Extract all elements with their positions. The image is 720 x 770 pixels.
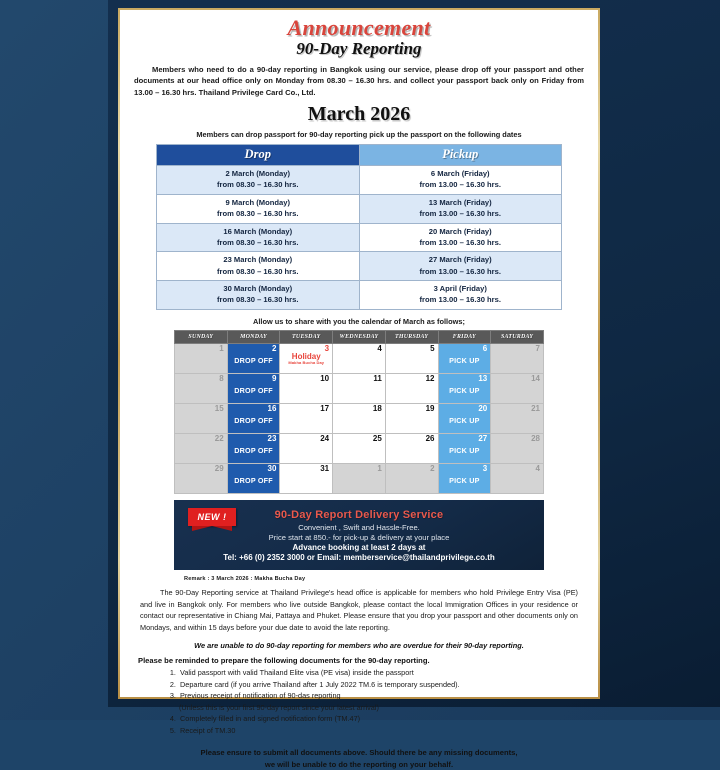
calendar-day-cell-off: [491, 343, 544, 373]
pickup-date: 13 March (Friday): [428, 197, 492, 207]
pick-up-tag: PICK UP: [449, 415, 480, 425]
calendar-day-cell-drop: [227, 403, 280, 433]
calendar-day-cell-off: [175, 463, 228, 493]
schedule-table-body: [157, 165, 562, 309]
pick-up-tag: PICK UP: [449, 475, 480, 485]
pickup-time: from 13.00 – 16.30 hrs.: [419, 237, 501, 247]
calendar-day-cell-wk: [385, 373, 438, 403]
document-item: [178, 690, 586, 713]
calendar-week-row: [175, 433, 544, 463]
calendar-note-month: March: [402, 316, 425, 326]
calendar-weekday-header: TUESDAY: [280, 330, 333, 343]
calendar-day-cell-drop: [227, 433, 280, 463]
calendar-day-number: 29: [214, 463, 224, 473]
pick-up-tag: PICK UP: [449, 445, 480, 455]
schedule-pickup-cell: [359, 223, 562, 252]
promo-line-1: Convenient , Swift and Hassle-Free.: [298, 522, 420, 532]
calendar-day-number: 26: [425, 433, 435, 443]
document-item: [178, 713, 586, 725]
calendar-day-number: 9: [271, 373, 277, 383]
calendar-day-cell-off: [491, 463, 544, 493]
calendar-day-number: 24: [320, 433, 330, 443]
schedule-header-pickup: Pickup: [359, 144, 562, 165]
closing-note: [132, 747, 586, 770]
calendar-day-number: 30: [267, 463, 277, 473]
calendar-day-cell-off: [491, 373, 544, 403]
drop-date: 23 March (Monday): [223, 255, 293, 265]
calendar-week-row: [175, 343, 544, 373]
new-badge-label: NEW !: [188, 508, 236, 526]
intro-paragraph: [134, 64, 584, 98]
calendar-day-number: 27: [478, 433, 488, 443]
calendar-day-number: 7: [535, 343, 540, 353]
schedule-row: [157, 281, 562, 310]
schedule-drop-cell: [157, 165, 360, 194]
calendar-day-cell-wk: [280, 403, 333, 433]
drop-off-tag: DROP OFF: [234, 475, 273, 485]
holiday-sublabel: Makha Bucha Day: [288, 360, 325, 366]
calendar-header-row: [175, 330, 544, 343]
pickup-time: from 13.00 – 16.30 hrs.: [419, 209, 501, 219]
drop-date: 16 March (Monday): [223, 226, 293, 236]
calendar-day-cell-wk: [280, 463, 333, 493]
calendar-day-number: 19: [425, 403, 435, 413]
calendar-day-number: 2: [271, 343, 277, 353]
remark-line: Remark : 3 March 2026 : Makha Bucha Day: [184, 575, 306, 582]
calendar-day-cell-drop: [227, 463, 280, 493]
calendar-day-number: 1: [219, 343, 224, 353]
schedule-header-row: [157, 144, 562, 165]
calendar-day-cell-holiday: [280, 343, 333, 373]
calendar-day-number: 28: [531, 433, 540, 443]
calendar-day-cell-wk: [333, 373, 386, 403]
calendar-day-cell-wk: [333, 343, 386, 373]
calendar-day-cell-pick: [438, 403, 491, 433]
footer-paragraph: [140, 587, 578, 634]
drop-date: 30 March (Monday): [223, 284, 293, 294]
calendar-day-number: 14: [531, 373, 540, 383]
promo-title: 90-Day Report Delivery Service: [274, 508, 444, 521]
calendar-day-number: 16: [267, 403, 277, 413]
schedule-pickup-cell: [359, 165, 562, 194]
calendar-day-cell-pick: [438, 463, 491, 493]
calendar-wrap: [174, 330, 544, 494]
calendar-body: [175, 343, 544, 493]
calendar-day-number: 6: [482, 343, 488, 353]
schedule-row: [157, 194, 562, 223]
calendar-day-number: 12: [425, 373, 435, 383]
calendar-day-number: 2: [430, 463, 435, 473]
pick-up-tag: PICK UP: [449, 355, 480, 365]
drop-off-tag: DROP OFF: [234, 355, 273, 365]
calendar-day-cell-wk: [333, 403, 386, 433]
calendar-day-number: 3: [482, 463, 488, 473]
calendar-day-number: 15: [214, 403, 224, 413]
calendar-day-cell-off: [491, 403, 544, 433]
calendar-day-cell-wk: [385, 343, 438, 373]
schedule-caption: Members can drop passport for 90-day reporting pick up the passport on the following dates: [196, 129, 522, 139]
calendar-day-cell-drop: [227, 343, 280, 373]
pickup-time: from 13.00 – 16.30 hrs.: [419, 180, 501, 190]
calendar-day-cell-off: [175, 403, 228, 433]
schedule-drop-cell: [157, 194, 360, 223]
calendar-day-number: 23: [267, 433, 277, 443]
calendar-day-cell-pick: [438, 343, 491, 373]
drop-off-tag: DROP OFF: [234, 385, 273, 395]
drop-date: 9 March (Monday): [225, 197, 291, 207]
drop-time: from 08.30 – 16.30 hrs.: [217, 180, 299, 190]
calendar-day-cell-wk: [280, 373, 333, 403]
promo-contact: Tel: +66 (0) 2352 3000 or Email: memberservice@thailandprivilege.co.th: [223, 552, 495, 562]
month-heading: March 2026: [307, 102, 411, 125]
pickup-time: from 13.00 – 16.30 hrs.: [419, 266, 501, 276]
drop-date: 2 March (Monday): [225, 168, 291, 178]
calendar-note-prefix: Allow us to share with you the calendar of: [253, 316, 403, 326]
schedule-drop-cell: [157, 223, 360, 252]
document-item-text: Receipt of TM.30: [180, 725, 236, 735]
calendar-day-number: 10: [320, 373, 330, 383]
calendar-week-row: [175, 463, 544, 493]
schedule-row: [157, 252, 562, 281]
page-title: Announcement: [287, 15, 431, 40]
calendar-day-number: 1: [377, 463, 382, 473]
calendar-day-number: 21: [531, 403, 540, 413]
calendar-day-number: 17: [320, 403, 330, 413]
page-subtitle: 90-Day Reporting: [296, 39, 422, 59]
calendar-day-number: 25: [372, 433, 382, 443]
calendar-weekday-header: SUNDAY: [175, 330, 228, 343]
closing-line-1: Please ensure to submit all documents above. Should there be any missing documents,: [200, 748, 518, 758]
calendar-day-number: 11: [373, 373, 382, 383]
promo-line-3: Advance booking at least 2 days at: [292, 542, 426, 552]
calendar-day-number: 4: [377, 343, 382, 353]
calendar-weekday-header: SATURDAY: [491, 330, 544, 343]
schedule-header-drop: Drop: [157, 144, 360, 165]
drop-off-tag: DROP OFF: [234, 415, 273, 425]
calendar-day-cell-pick: [438, 433, 491, 463]
document-item-text: Previous receipt of notification of 90-das reporting: [180, 691, 341, 701]
drop-time: from 08.30 – 16.30 hrs.: [217, 209, 299, 219]
calendar-table: [174, 330, 544, 494]
document-item: [178, 667, 586, 679]
document-item-text: Valid passport with valid Thailand Elite visa (PE visa) inside the passport: [180, 668, 414, 678]
pickup-time: from 13.00 – 16.30 hrs.: [419, 295, 501, 305]
calendar-day-number: 3: [324, 343, 330, 353]
calendar-week-row: [175, 373, 544, 403]
footer-paragraph-text: The 90-Day Reporting service at Thailand Privilege's head office is applicable for members who hold Privilege Entry Visa (PE) and live in Bangkok only. For members who live outside Bangkok, please contact the local Immigration Offices in your residence or contact our representative in Chiang Mai, Pattaya and Phuket. Please ensure that you drop your passport and other documents only on Mondays, and within 15 days before your due date to avoid the late reporting.: [140, 587, 578, 633]
schedule-pickup-cell: [359, 252, 562, 281]
document-item-subtext: (Unless this is your first 90-day report since your latest arrival): [179, 702, 379, 712]
calendar-day-number: 8: [219, 373, 224, 383]
calendar-note-suffix: as follows;: [424, 316, 465, 326]
promo-banner[interactable]: [174, 500, 544, 570]
calendar-day-cell-pick: [438, 373, 491, 403]
new-badge-tail: [192, 526, 232, 531]
intro-text: Members who need to do a 90-day reporting in Bangkok using our service, please drop off your passport and other documents at our head office only on Monday from 08.30 – 16.30 hrs. and collect your passport back only on Friday from 13.00 – 16.30 hrs. Thailand Privilege Card Co., Ltd.: [134, 64, 584, 97]
schedule-row: [157, 165, 562, 194]
calendar-day-number: 13: [478, 373, 488, 383]
holiday-label: Holiday Makha Bucha Day: [283, 353, 329, 366]
calendar-week-row: [175, 403, 544, 433]
calendar-day-number: 4: [535, 463, 540, 473]
calendar-day-number: 22: [214, 433, 224, 443]
calendar-weekday-header: MONDAY: [227, 330, 280, 343]
schedule-table: [156, 144, 562, 310]
calendar-day-number: 31: [320, 463, 330, 473]
promo-line-2: Price start at 850.- for pick-up & delivery at your place: [268, 532, 450, 542]
pickup-date: 27 March (Friday): [428, 255, 492, 265]
calendar-day-number: 20: [478, 403, 488, 413]
schedule-pickup-cell: [359, 194, 562, 223]
announcement-page: [120, 10, 598, 769]
pickup-date: 3 April (Friday): [433, 284, 487, 294]
calendar-day-number: 5: [430, 343, 435, 353]
new-badge: [188, 508, 236, 531]
closing-line-2: we will be unable to do the reporting on your behalf.: [264, 759, 454, 769]
calendar-day-cell-wk: [280, 433, 333, 463]
calendar-weekday-header: THURSDAY: [385, 330, 438, 343]
pickup-date: 6 March (Friday): [430, 168, 490, 178]
schedule-drop-cell: [157, 252, 360, 281]
calendar-day-cell-off: [175, 433, 228, 463]
document-item-text: Departure card (if you arrive Thailand after 1 July 2022 TM.6 is temporary suspended).: [180, 679, 460, 689]
calendar-day-cell-off: [333, 463, 386, 493]
calendar-day-cell-off: [175, 373, 228, 403]
calendar-day-cell-wk: [333, 433, 386, 463]
pick-up-tag: PICK UP: [449, 385, 480, 395]
overdue-warning: We are unable to do 90-day reporting for members who are overdue for their 90-day reporting.: [194, 641, 524, 651]
drop-time: from 08.30 – 16.30 hrs.: [217, 237, 299, 247]
calendar-weekday-header: FRIDAY: [438, 330, 491, 343]
drop-time: from 08.30 – 16.30 hrs.: [217, 295, 299, 305]
calendar-weekday-header: WEDNESDAY: [333, 330, 386, 343]
calendar-day-cell-off: [175, 343, 228, 373]
document-item: [178, 679, 586, 691]
pickup-date: 20 March (Friday): [428, 226, 492, 236]
calendar-day-cell-off: [491, 433, 544, 463]
required-documents-list: [178, 667, 586, 736]
calendar-day-cell-off: [385, 463, 438, 493]
drop-time: from 08.30 – 16.30 hrs.: [217, 266, 299, 276]
document-item: [178, 725, 586, 737]
calendar-day-number: 18: [372, 403, 382, 413]
drop-off-tag: DROP OFF: [234, 445, 273, 455]
schedule-row: [157, 223, 562, 252]
document-item-text: Completely filled in and signed notification form (TM.47): [180, 714, 361, 724]
schedule-pickup-cell: [359, 281, 562, 310]
schedule-table-wrap: [156, 144, 562, 310]
calendar-day-cell-wk: [385, 433, 438, 463]
prepare-heading: Please be reminded to prepare the following documents for the 90-day reporting.: [138, 656, 430, 666]
gold-border: [118, 8, 600, 769]
calendar-day-cell-drop: [227, 373, 280, 403]
schedule-drop-cell: [157, 281, 360, 310]
calendar-day-cell-wk: [385, 403, 438, 433]
calendar-note: [132, 317, 586, 326]
